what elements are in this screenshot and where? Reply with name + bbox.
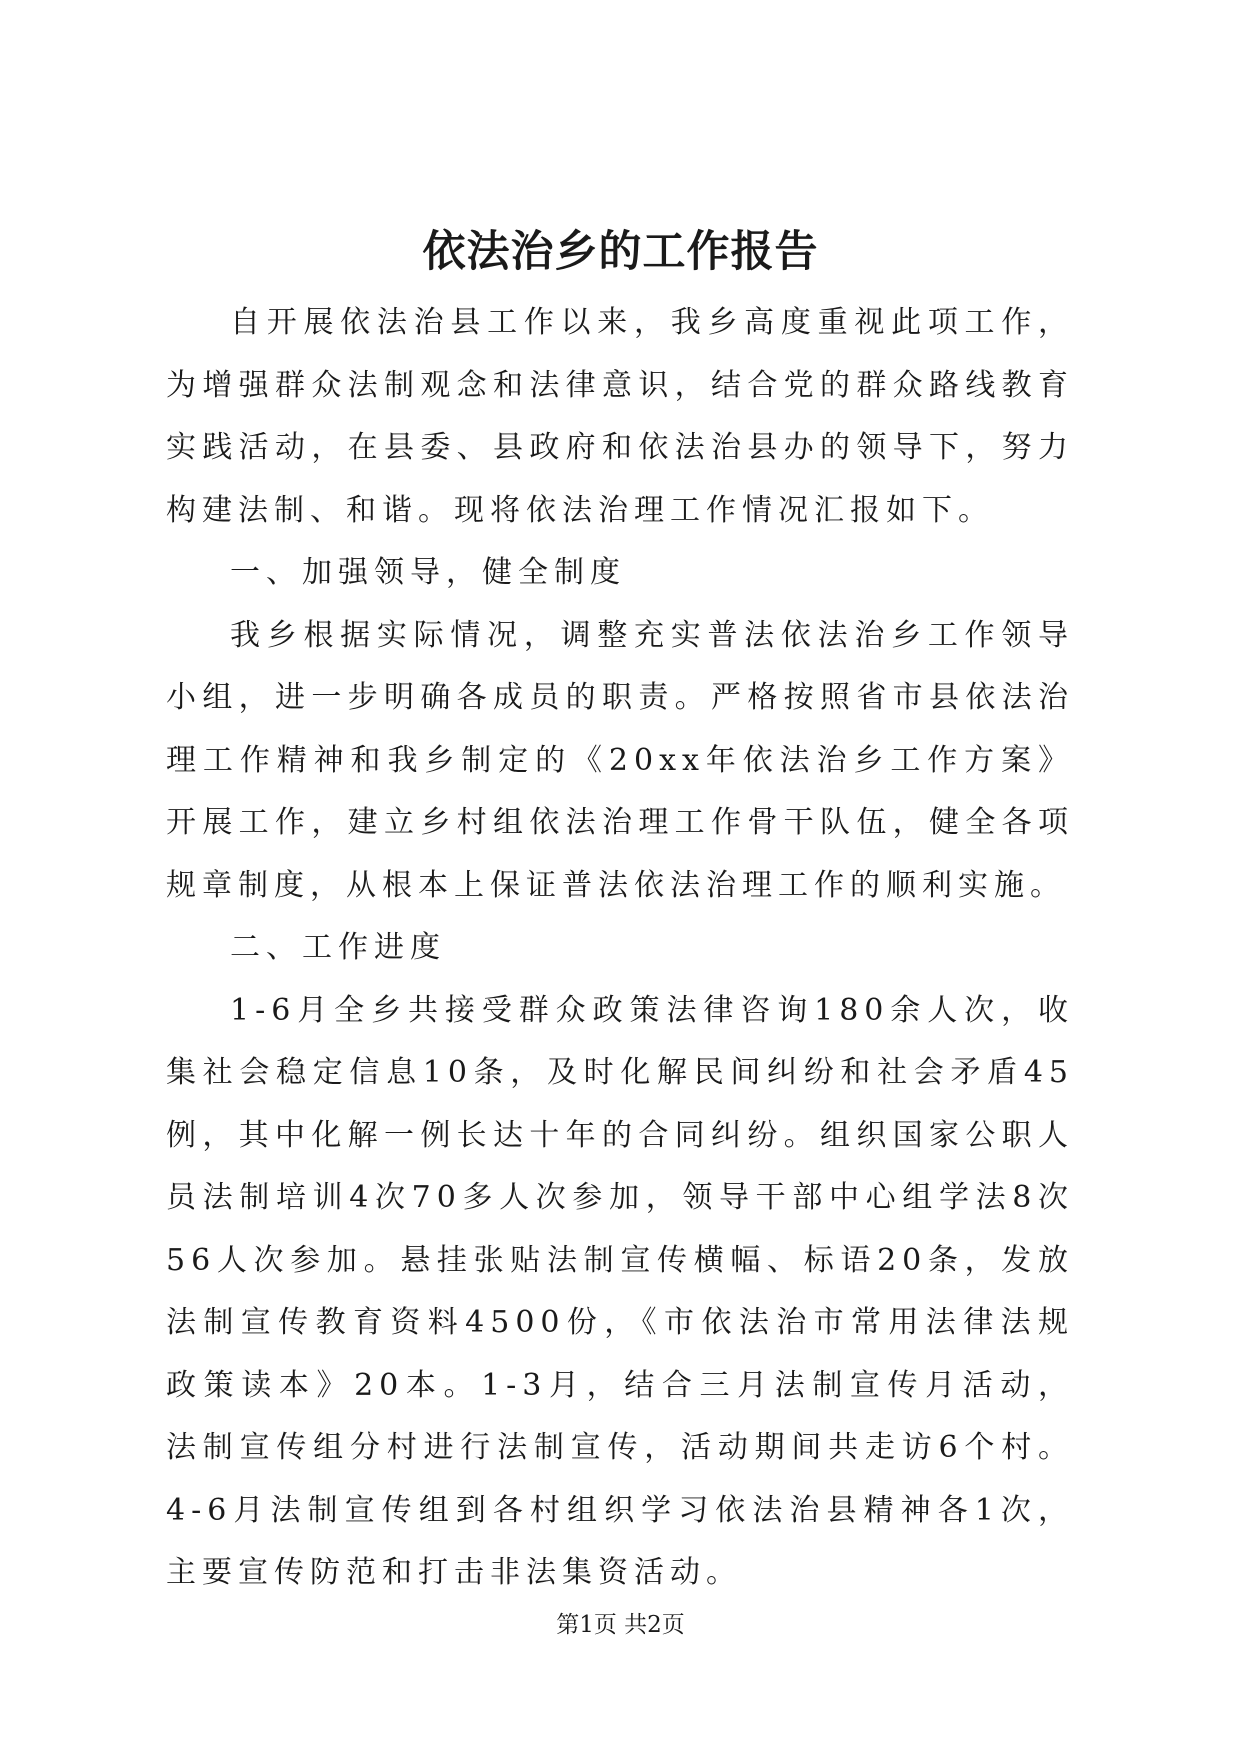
- section-1-paragraph: 我乡根据实际情况，调整充实普法依法治乡工作领导小组，进一步明确各成员的职责。严格按照省市县依法治理工作精神和我乡制定的《20xx年依法治乡工作方案》开展工作，建立乡村组依法治理工作骨干队伍，健全各项规章制度，从根本上保证普法依法治理工作的顺利实施。: [166, 617, 1074, 903]
- document-body: [166, 292, 1074, 1605]
- section-heading-2: 二、工作进度: [230, 930, 446, 965]
- intro-paragraph: 自开展依法治县工作以来，我乡高度重视此项工作，为增强群众法制观念和法律意识，结合党的群众路线教育实践活动，在县委、县政府和依法治县办的领导下，努力构建法制、和谐。现将依法治理工作情况汇报如下。: [166, 305, 1074, 528]
- section-heading-1: 一、加强领导，健全制度: [230, 555, 626, 590]
- document-title: 依法治乡的工作报告: [422, 227, 819, 277]
- section-2-paragraph: 1-6月全乡共接受群众政策法律咨询180余人次，收集社会稳定信息10条，及时化解民间纠纷和社会矛盾45例，其中化解一例长达十年的合同纠纷。组织国家公职人员法制培训4次70多人次参加，领导干部中心组学法8次56人次参加。悬挂张贴法制宣传横幅、标语20条，发放法制宣传教育资料4500份，《市依法治市常用法律法规政策读本》20本。1-3月，结合三月法制宣传月活动，法制宣传组分村进行法制宣传，活动期间共走访6个村。4-6月法制宣传组到各村组织学习依法治县精神各1次，主要宣传防范和打击非法集资活动。: [166, 992, 1074, 1590]
- page-footer: 第1页 共2页: [556, 1612, 685, 1638]
